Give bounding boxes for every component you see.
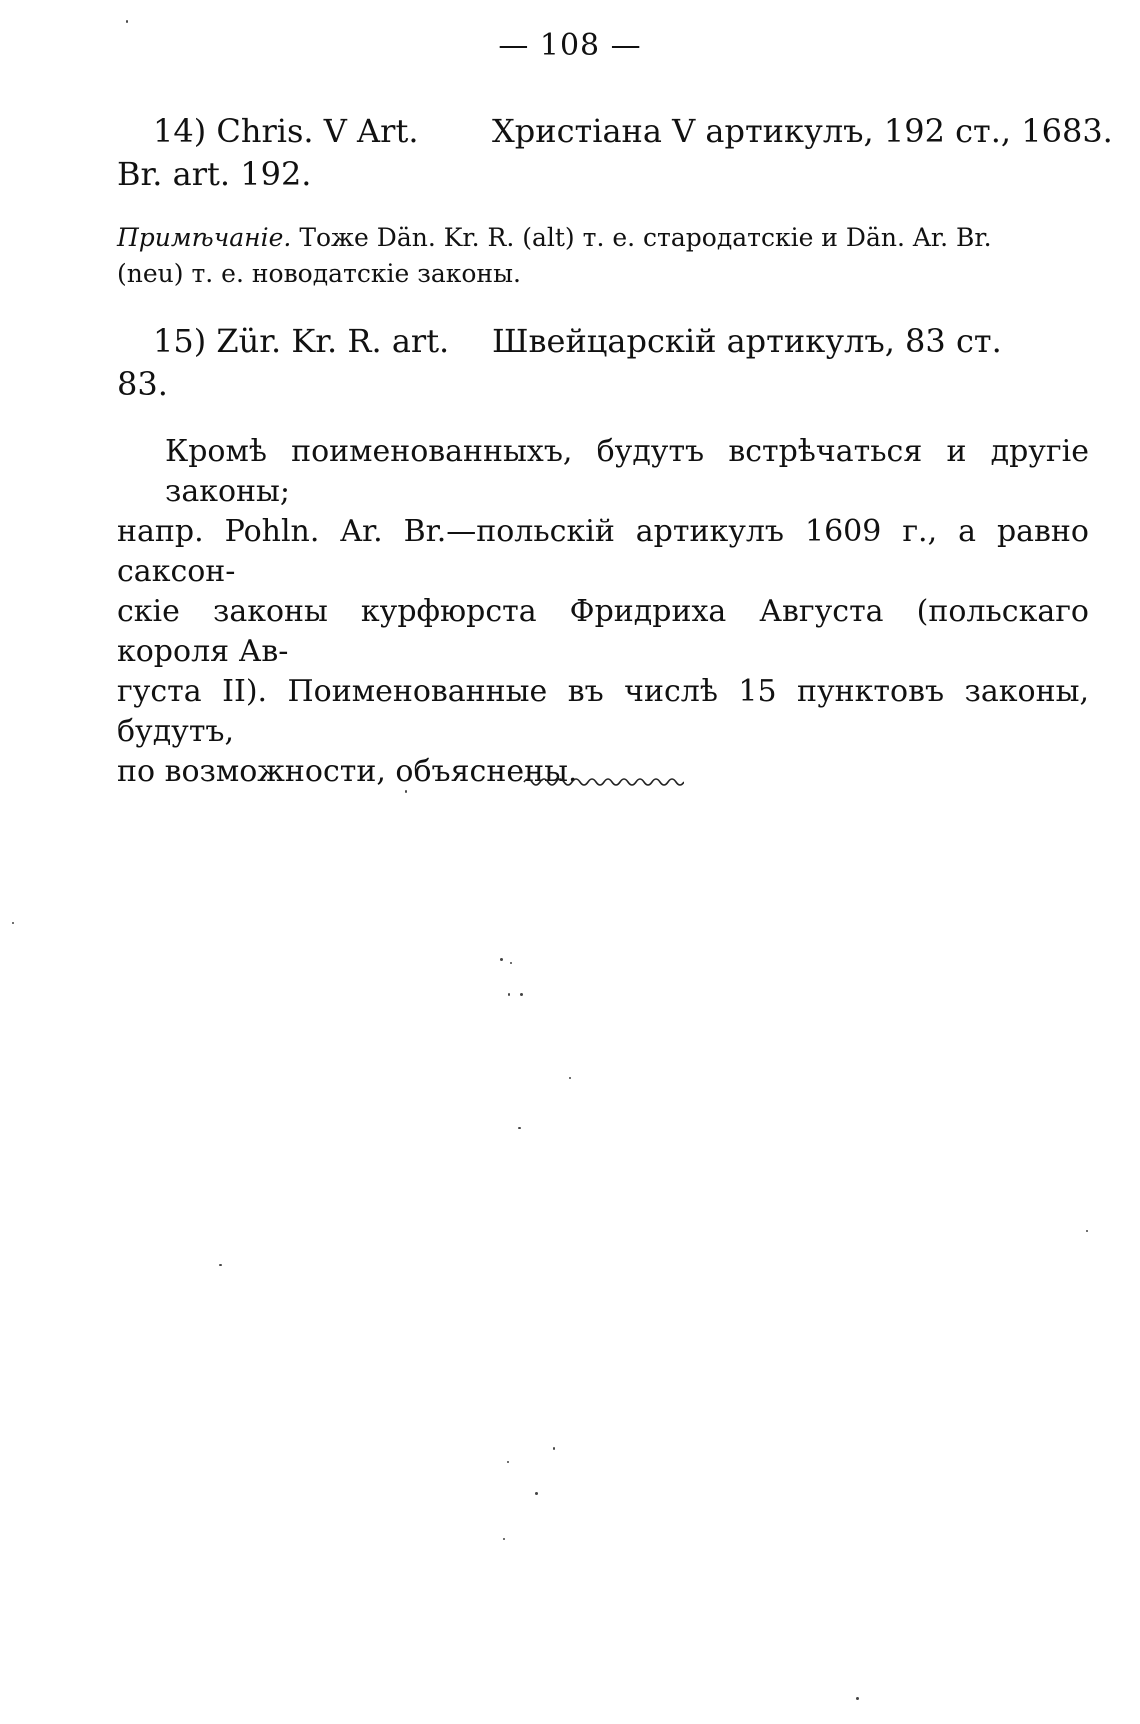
scan-speck [856, 1697, 859, 1700]
scan-speck [219, 1264, 222, 1266]
scan-speck [1086, 1230, 1088, 1232]
note-line-2: (neu) т. е. новодатскіе законы. [117, 259, 521, 288]
scan-speck [569, 1077, 571, 1079]
note-text-1: Тоже Dän. Kr. R. (alt) т. е. стародатскіе и Dän. Ar. Br. [299, 223, 992, 252]
scan-speck [553, 1447, 555, 1450]
scan-speck [126, 20, 128, 23]
scan-speck [12, 922, 14, 924]
entry-15-abbreviation: 15) Zür. Kr. R. art. [153, 322, 450, 360]
entry-14-continuation: Br. art. 192. [117, 155, 312, 193]
page-number: — 108 — [498, 28, 642, 63]
entry-14-abbreviation: 14) Chris. V Art. [153, 112, 419, 150]
note-block [117, 220, 1097, 292]
scan-speck [503, 1538, 505, 1540]
scan-speck [508, 993, 510, 996]
note-label: Примѣчаніе. [117, 223, 292, 252]
scan-speck [510, 962, 512, 964]
scan-speck [405, 790, 407, 793]
body-paragraph [117, 432, 1089, 792]
entry-14-description: Христіана V артикулъ, 192 ст., 1683. [492, 112, 1113, 150]
entry-15-description: Швейцарскій артикулъ, 83 ст. [492, 322, 1002, 360]
scan-speck [535, 1492, 538, 1495]
scan-speck [520, 993, 523, 996]
paragraph-line-2: напр. Pohln. Ar. Br.—польскій артикулъ 1609 г., а равно саксон- [117, 514, 1089, 589]
scan-speck [518, 1127, 521, 1129]
paragraph-line-3: скіе законы курфюрста Фридриха Августа (польскаго короля Ав- [117, 594, 1089, 669]
paragraph-line-5: по возможности, объяснены. [117, 754, 578, 789]
paragraph-line-1: Кромѣ поименованныхъ, будутъ встрѣчаться и другіе законы; [165, 434, 1089, 509]
scan-speck [507, 1461, 509, 1463]
paragraph-line-4: густа II). Поименованные въ числѣ 15 пунктовъ законы, будутъ, [117, 674, 1089, 749]
entry-15-continuation: 83. [117, 365, 168, 403]
note-line-1 [117, 220, 1097, 256]
scan-speck [500, 958, 503, 961]
wavy-ornament-icon [522, 776, 684, 792]
